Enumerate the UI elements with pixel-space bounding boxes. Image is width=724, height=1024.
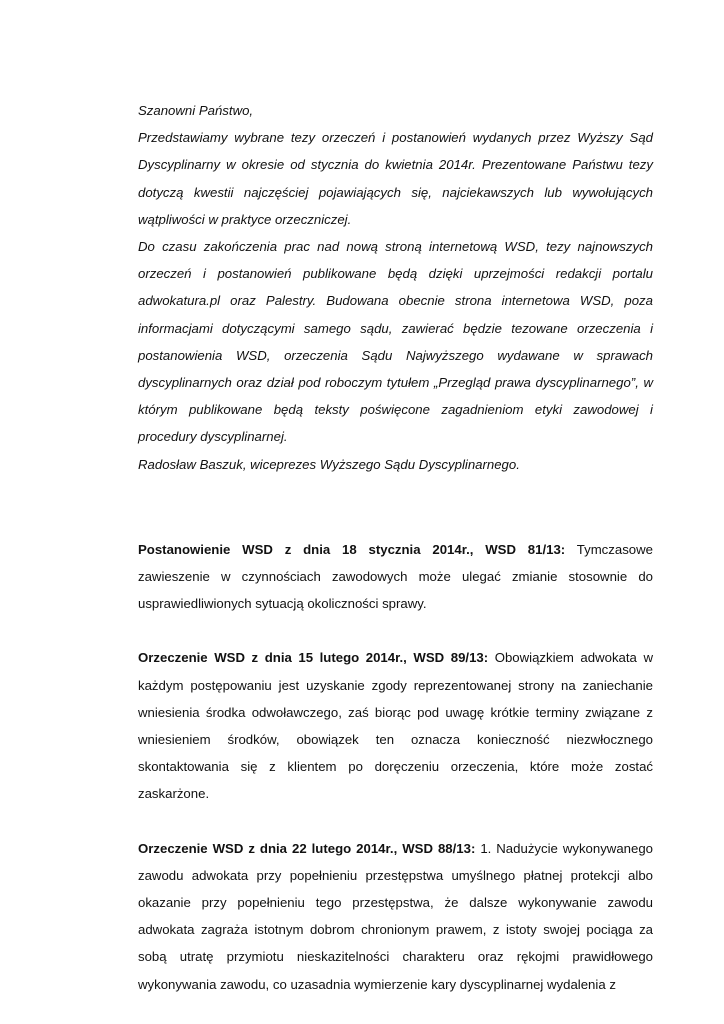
ruling-paragraph-2: [138, 644, 653, 807]
ruling-text: 1. Nadużycie wykonywanego zawodu adwokata przy popełnieniu przestępstwa umyślnego płatnej protekcji albo okazanie przy popełnieniu tego przestępstwa, że dalsze wykonywanie zawodu adwokata zagraża istotnym dobrom chronionym prawem, z istoty swojej pociąga za sobą utratę przymiotu nieskazitelności charakteru oraz rękojmi prawidłowego wykonywania zawodu, co uzasadnia wymierzenie kary dyscyplinarnej wydalenia z: [138, 840, 653, 992]
ruling-paragraph-1: [138, 536, 653, 618]
spacer: [138, 507, 653, 536]
spacer: [138, 808, 653, 835]
intro-signature: Radosław Baszuk, wiceprezes Wyższego Sądu Dyscyplinarnego.: [138, 456, 520, 472]
spacer: [138, 617, 653, 644]
ruling-text: Obowiązkiem adwokata w każdym postępowaniu jest uzyskanie zgody reprezentowanej strony na zaniechanie wniesienia środka odwoławczego, zaś biorąc pod uwagę krótkie terminy związane z wniesieniem środków, obowiązek ten oznacza konieczność niezwłocznego skontaktowania się z klientem po doręczeniu orzeczenia, które może zostać zaskarżone.: [138, 650, 653, 802]
ruling-text: Tymczasowe zawieszenie w czynnościach zawodowych może ulegać zmianie stosownie do usprawiedliwionych sytuacją okoliczności sprawy.: [138, 541, 653, 612]
document-page: [138, 97, 653, 998]
ruling-heading: Postanowienie WSD z dnia 18 stycznia 2014r., WSD 81/13:: [138, 541, 566, 557]
ruling-paragraph-3: [138, 835, 653, 998]
ruling-heading: Orzeczenie WSD z dnia 22 lutego 2014r., WSD 88/13:: [138, 840, 476, 856]
intro-paragraph-1: Przedstawiamy wybrane tezy orzeczeń i postanowień wydanych przez Wyższy Sąd Dyscyplinarny w okresie od stycznia do kwietnia 2014r. Prezentowane Państwu tezy dotyczą kwestii najczęściej pojawiających się, najciekawszych lub wywołujących wątpliwości w praktyce orzeczniczej.: [138, 130, 653, 227]
ruling-heading: Orzeczenie WSD z dnia 15 lutego 2014r., WSD 89/13:: [138, 650, 489, 666]
intro-paragraph-2: Do czasu zakończenia prac nad nową stroną internetową WSD, tezy najnowszych orzeczeń i postanowień publikowane będą dzięki uprzejmości redakcji portalu adwokatura.pl oraz Palestry. Budowana obecnie strona internetowa WSD, poza informacjami dotyczącymi samego sądu, zawierać będzie tezowane orzeczenia i postanowienia WSD, orzeczenia Sądu Najwyższego wydawane w sprawach dyscyplinarnych oraz dział pod roboczym tytułem „Przegląd prawa dyscyplinarnego”, w którym publikowane będą teksty poświęcone zagadnieniom etyki zawodowej i procedury dyscyplinarnej.: [138, 239, 653, 445]
spacer: [138, 478, 653, 507]
greeting: Szanowni Państwo,: [138, 103, 254, 118]
intro-section: [138, 97, 653, 478]
